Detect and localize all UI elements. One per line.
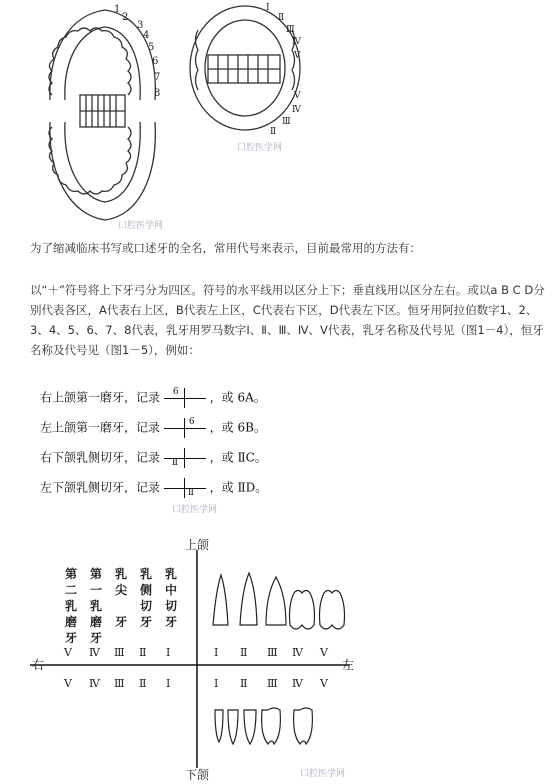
tooth-name-char: 磨	[64, 615, 77, 629]
deciduous-teeth-figure	[30, 530, 360, 780]
watermark-top-2: 口腔医学网	[118, 221, 164, 231]
example-prefix: 左上颌第一磨牙，记录	[40, 420, 161, 435]
numeral-r8: Ⅲ	[282, 117, 291, 127]
numeral-r4: Ⅳ	[292, 37, 301, 47]
code-left-lower: Ⅳ	[89, 677, 100, 690]
quadrant-number: 6	[172, 387, 179, 397]
example-suffix: ，或 ⅡC。	[209, 450, 267, 465]
tooth-name-char: 牙	[64, 631, 77, 645]
numeral-r3: Ⅲ	[286, 25, 295, 35]
code-left-upper: Ⅴ	[64, 646, 72, 659]
label-right-side: 右	[32, 658, 45, 672]
code-right-lower: Ⅴ	[320, 677, 328, 690]
quadrant-mark	[164, 448, 206, 468]
tooth-name-char: 牙	[89, 631, 102, 645]
tooth-name-char: 牙	[114, 615, 127, 629]
table-axes	[30, 530, 360, 780]
code-right-upper: Ⅲ	[267, 646, 278, 659]
tooth-number-3: 3	[137, 20, 144, 31]
tooth-number-1: 1	[114, 4, 121, 15]
tooth-name-col	[89, 566, 103, 646]
code-right-upper: Ⅳ	[292, 646, 303, 659]
method-paragraph: 以“＋”符号将上下牙弓分为四区。符号的水平线用以区分上下；垂直线用以区分左右。或以a B C D分别代表各区，A代表右上区，B代表左上区，C代表右下区，D代表左下区。恒牙用阿拉伯数字1、2、3、4、5、6、7、8代表，乳牙用罗马数字Ⅰ、Ⅱ、Ⅲ、Ⅳ、Ⅴ代表，乳牙名称及代号见（图1－4），恒牙名称及代号见（图1－5），例如：	[30, 283, 545, 357]
dental-arch-figure	[30, 0, 320, 228]
numeral-r7: Ⅳ	[292, 105, 301, 115]
tooth-number-6: 6	[152, 56, 159, 67]
watermark-mid: 口腔医学网	[172, 505, 218, 515]
quadrant-mark	[164, 418, 206, 438]
numeral-r6: Ⅴ	[294, 91, 301, 101]
example-row	[40, 448, 267, 468]
tooth-name-char: 二	[64, 583, 77, 597]
tooth-name-char: 侧	[139, 583, 152, 597]
numeral-r5: Ⅴ	[294, 51, 301, 61]
example-suffix: ，或 6B。	[209, 420, 266, 435]
tooth-name-char: 第	[89, 567, 102, 581]
quadrant-number: Ⅱ	[187, 488, 194, 498]
code-right-upper: Ⅴ	[320, 646, 328, 659]
code-right-lower: Ⅳ	[292, 677, 303, 690]
tooth-name-char: 乳	[164, 567, 177, 581]
quadrant-number: 6	[188, 417, 195, 427]
example-prefix: 左下颌乳侧切牙，记录	[40, 480, 161, 495]
tooth-name-col	[64, 566, 78, 646]
numeral-r2: Ⅱ	[278, 13, 285, 23]
code-right-upper: Ⅱ	[240, 646, 248, 659]
tooth-name-char: 乳	[139, 567, 152, 581]
example-row	[40, 418, 266, 438]
tooth-number-2: 2	[122, 12, 129, 23]
tooth-name-char: 切	[139, 599, 152, 613]
tooth-number-7: 7	[154, 72, 161, 83]
code-left-upper: Ⅱ	[139, 646, 147, 659]
tooth-name-char: 牙	[164, 615, 177, 629]
tooth-name-char: 第	[64, 567, 77, 581]
code-right-lower: Ⅲ	[267, 677, 278, 690]
quadrant-mark	[164, 388, 206, 408]
code-left-lower: Ⅰ	[166, 677, 171, 690]
upper-teeth-drawings	[213, 573, 345, 629]
lower-teeth-drawings	[215, 708, 312, 744]
tooth-name-char: 尖	[114, 583, 127, 597]
label-lower-jaw: 下颌	[185, 768, 210, 782]
tooth-name-col	[139, 566, 153, 630]
label-left-side: 左	[342, 658, 355, 672]
tooth-name-char: 切	[164, 599, 177, 613]
tooth-number-8: 8	[154, 88, 161, 99]
example-prefix: 右下颌乳侧切牙，记录	[40, 450, 161, 465]
examples-figure	[30, 380, 268, 510]
tooth-name-char: 乳	[114, 567, 127, 581]
tooth-number-4: 4	[143, 30, 150, 41]
tooth-name-col	[114, 566, 128, 630]
example-suffix: ，或 ⅡD。	[209, 480, 268, 495]
example-suffix: ，或 6A。	[209, 390, 266, 405]
code-right-lower: Ⅰ	[214, 677, 219, 690]
tooth-name-char: 中	[164, 583, 177, 597]
intro-paragraph: 为了缩减临床书写或口述牙的全名，常用代号来表示，目前最常用的方法有：	[30, 241, 421, 255]
tooth-number-5: 5	[148, 42, 155, 53]
code-right-upper: Ⅰ	[214, 646, 219, 659]
numeral-r1: Ⅰ	[266, 3, 270, 13]
tooth-name-char: 一	[89, 583, 102, 597]
numeral-r9: Ⅱ	[270, 127, 277, 137]
quadrant-mark	[164, 478, 206, 498]
code-left-lower: Ⅱ	[139, 677, 147, 690]
dental-arch-drawing	[30, 0, 320, 228]
quadrant-number: Ⅱ	[171, 458, 178, 468]
tooth-name-col	[164, 566, 178, 630]
code-left-upper: Ⅰ	[166, 646, 171, 659]
watermark-bottom: 口腔医学网	[300, 769, 346, 779]
code-left-upper: Ⅳ	[89, 646, 100, 659]
watermark-top: 口腔医学网	[237, 143, 283, 153]
example-row	[40, 388, 266, 408]
tooth-name-char: 乳	[64, 599, 77, 613]
example-row	[40, 478, 267, 498]
code-right-lower: Ⅱ	[240, 677, 248, 690]
code-left-lower: Ⅲ	[114, 677, 125, 690]
arch-roman-numerals	[266, 3, 302, 137]
tooth-name-char: 牙	[139, 615, 152, 629]
code-left-lower: Ⅴ	[64, 677, 72, 690]
code-left-upper: Ⅲ	[114, 646, 125, 659]
tooth-name-char: 磨	[89, 615, 102, 629]
example-prefix: 右上颌第一磨牙，记录	[40, 390, 161, 405]
arch-numbers	[114, 4, 160, 99]
label-upper-jaw: 上颌	[185, 538, 210, 552]
tooth-name-char: 乳	[89, 599, 102, 613]
